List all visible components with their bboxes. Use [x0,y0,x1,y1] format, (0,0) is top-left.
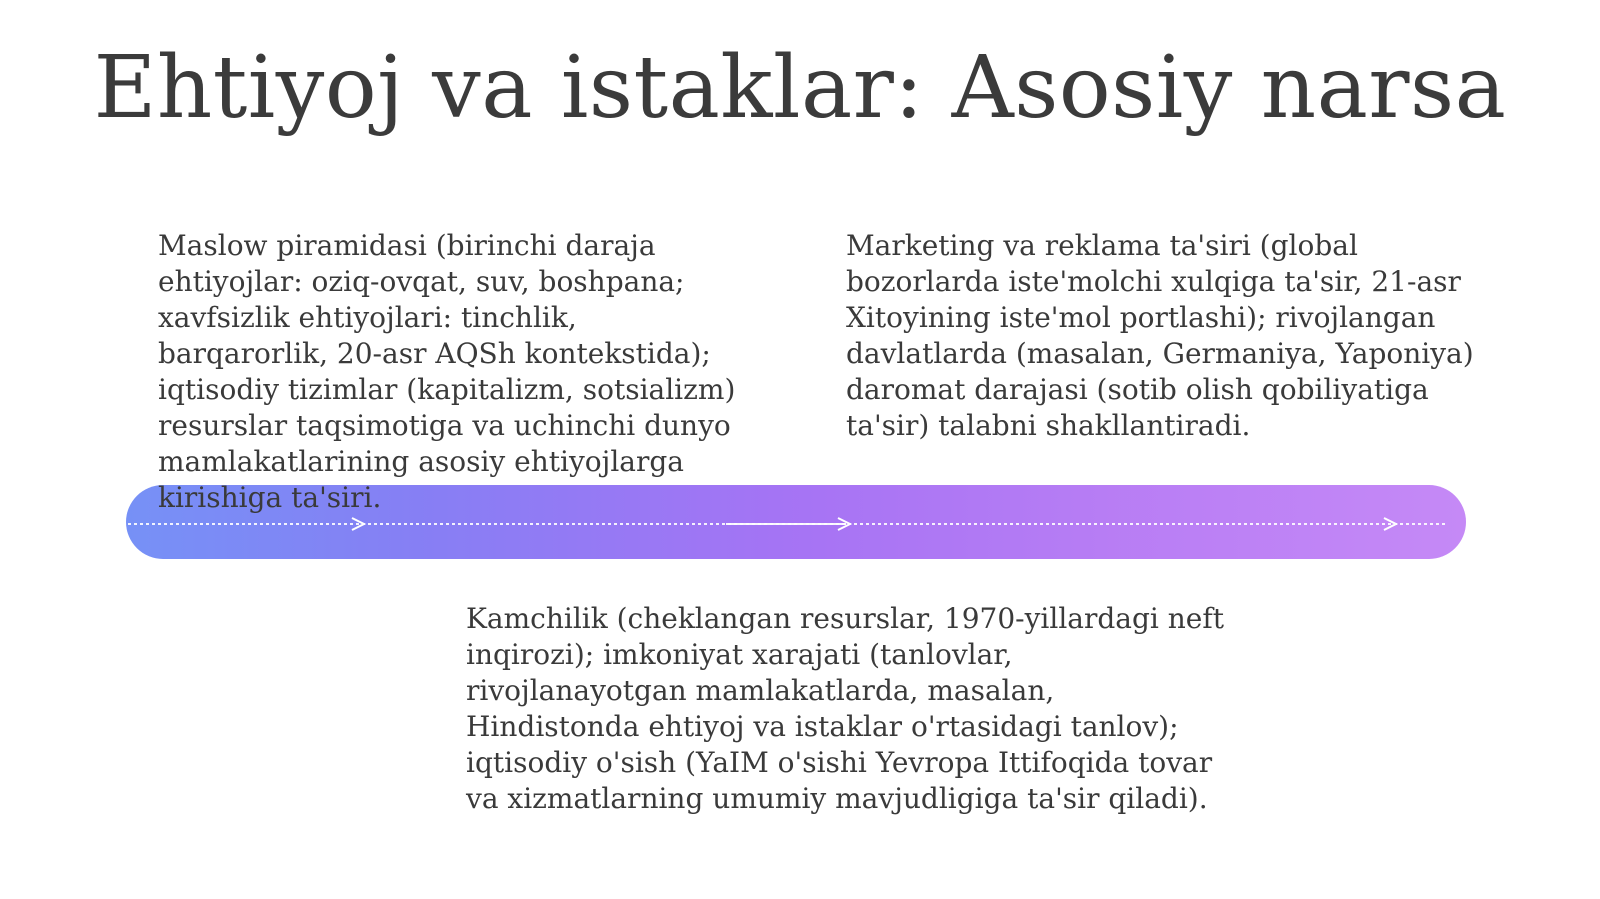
left-text-block: Maslow piramidasi (birinchi daraja ehtiyojlar: oziq-ovqat, suv, boshpana; xavfsizlik ehtiyojlari: tinchlik, barqarorlik, 20-asr AQSh kontekstida); iqtisodiy tizimlar (kapitalizm, sotsializm) resurslar taqsimotiga va uchinchi dunyo mamlakatlarining asosiy ehtiyojlarga kirishiga ta'siri. [158,229,736,514]
slide-title: Ehtiyoj va istaklar: Asosiy narsa [93,38,1507,138]
right-text-block: Marketing va reklama ta'siri (global bozorlarda iste'molchi xulqiga ta'sir, 21-asr Xitoyining iste'mol portlashi); rivojlangan davlatlarda (masalan, Germaniya, Yaponiya) daromat darajasi (sotib olish qobiliyatiga ta'sir) talabni shakllantiradi. [846,229,1474,442]
bottom-text-block: Kamchilik (cheklangan resurslar, 1970-yillardagi neft inqirozi); imkoniyat xarajati (tanlovlar, rivojlanayotgan mamlakatlarda, masalan, Hindistonda ehtiyoj va istaklar o'rtasidagi tanlov); iqtisodiy o'sish (YaIM o'sishi Yevropa Ittifoqida tovar va xizmatlarning umumiy mavjudligiga ta'sir qiladi). [466,602,1224,815]
